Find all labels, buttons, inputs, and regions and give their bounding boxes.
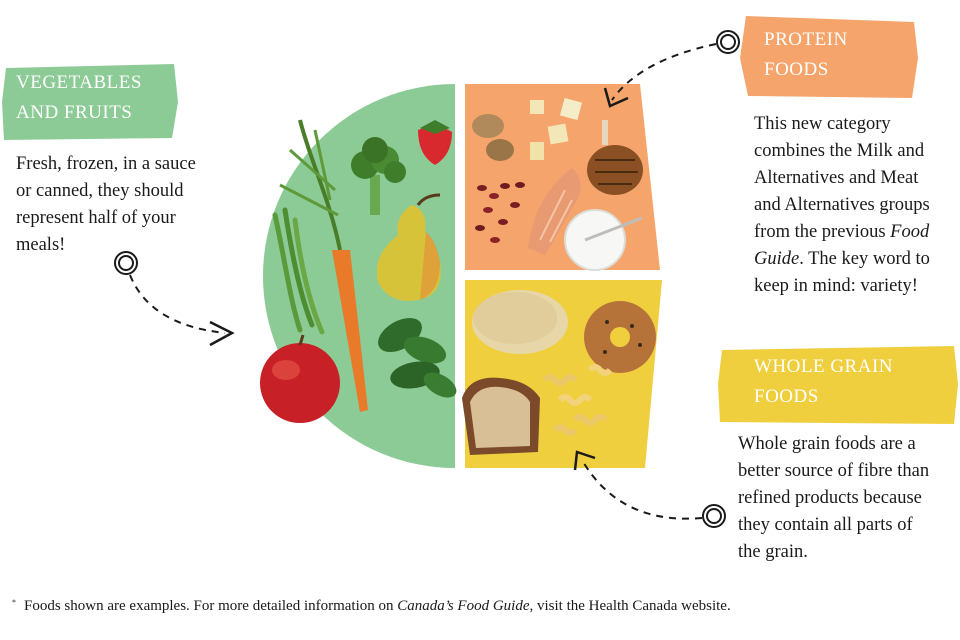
footnote-marker: *	[12, 598, 16, 607]
grain-desc-line: refined products because	[738, 488, 922, 508]
bagel-icon	[584, 301, 656, 373]
grain-desc-line: Whole grain foods are a	[738, 434, 916, 454]
rice-icon	[472, 290, 568, 354]
grain-desc-line: the grain.	[738, 542, 808, 562]
protein-description	[754, 111, 930, 300]
vegetables-title-line1: VEGETABLES	[16, 72, 142, 93]
protein-desc-line: This new category	[754, 114, 891, 134]
guide-italic: Guide	[754, 249, 800, 269]
vegetables-desc-line: meals!	[16, 235, 66, 255]
grain-title-line1: WHOLE GRAIN	[754, 356, 894, 377]
vegetables-title-line2: AND FRUITS	[16, 102, 133, 123]
footnote-text: Foods shown are examples. For more detailed information on	[24, 598, 398, 614]
footnote-italic: Canada’s Food Guide	[397, 598, 530, 614]
protein-desc-text: from the previous	[754, 222, 891, 242]
vegetables-label	[2, 62, 178, 142]
protein-desc-line: keep in mind: variety!	[754, 276, 918, 296]
protein-desc-line	[754, 219, 930, 246]
vegetables-description	[16, 151, 196, 259]
grain-title-line2: FOODS	[754, 386, 819, 407]
protein-desc-line: Alternatives and Meat	[754, 168, 919, 188]
food-guide-italic: Food	[890, 222, 930, 242]
grain-desc-line: better source of fibre than	[738, 461, 930, 481]
vegetables-desc-line: or canned, they should	[16, 181, 184, 201]
protein-desc-line	[754, 246, 930, 273]
grain-label	[718, 346, 958, 426]
bread-slice-icon	[462, 378, 540, 455]
grain-description	[738, 431, 929, 566]
vegetables-desc-line: represent half of your	[16, 208, 176, 228]
protein-desc-line: and Alternatives groups	[754, 195, 930, 215]
protein-desc-text: . The key word to	[799, 249, 930, 269]
protein-desc-line: combines the Milk and	[754, 141, 925, 161]
grain-desc-line: they contain all parts of	[738, 515, 913, 535]
protein-title-line1: PROTEIN	[764, 29, 848, 50]
vegetables-arrow	[115, 252, 232, 345]
vegetables-desc-line: Fresh, frozen, in a sauce	[16, 154, 196, 174]
footnote	[12, 598, 731, 615]
footnote-text-end: , visit the Health Canada website.	[529, 598, 731, 614]
protein-label	[740, 14, 918, 100]
protein-title-line2: FOODS	[764, 59, 829, 80]
